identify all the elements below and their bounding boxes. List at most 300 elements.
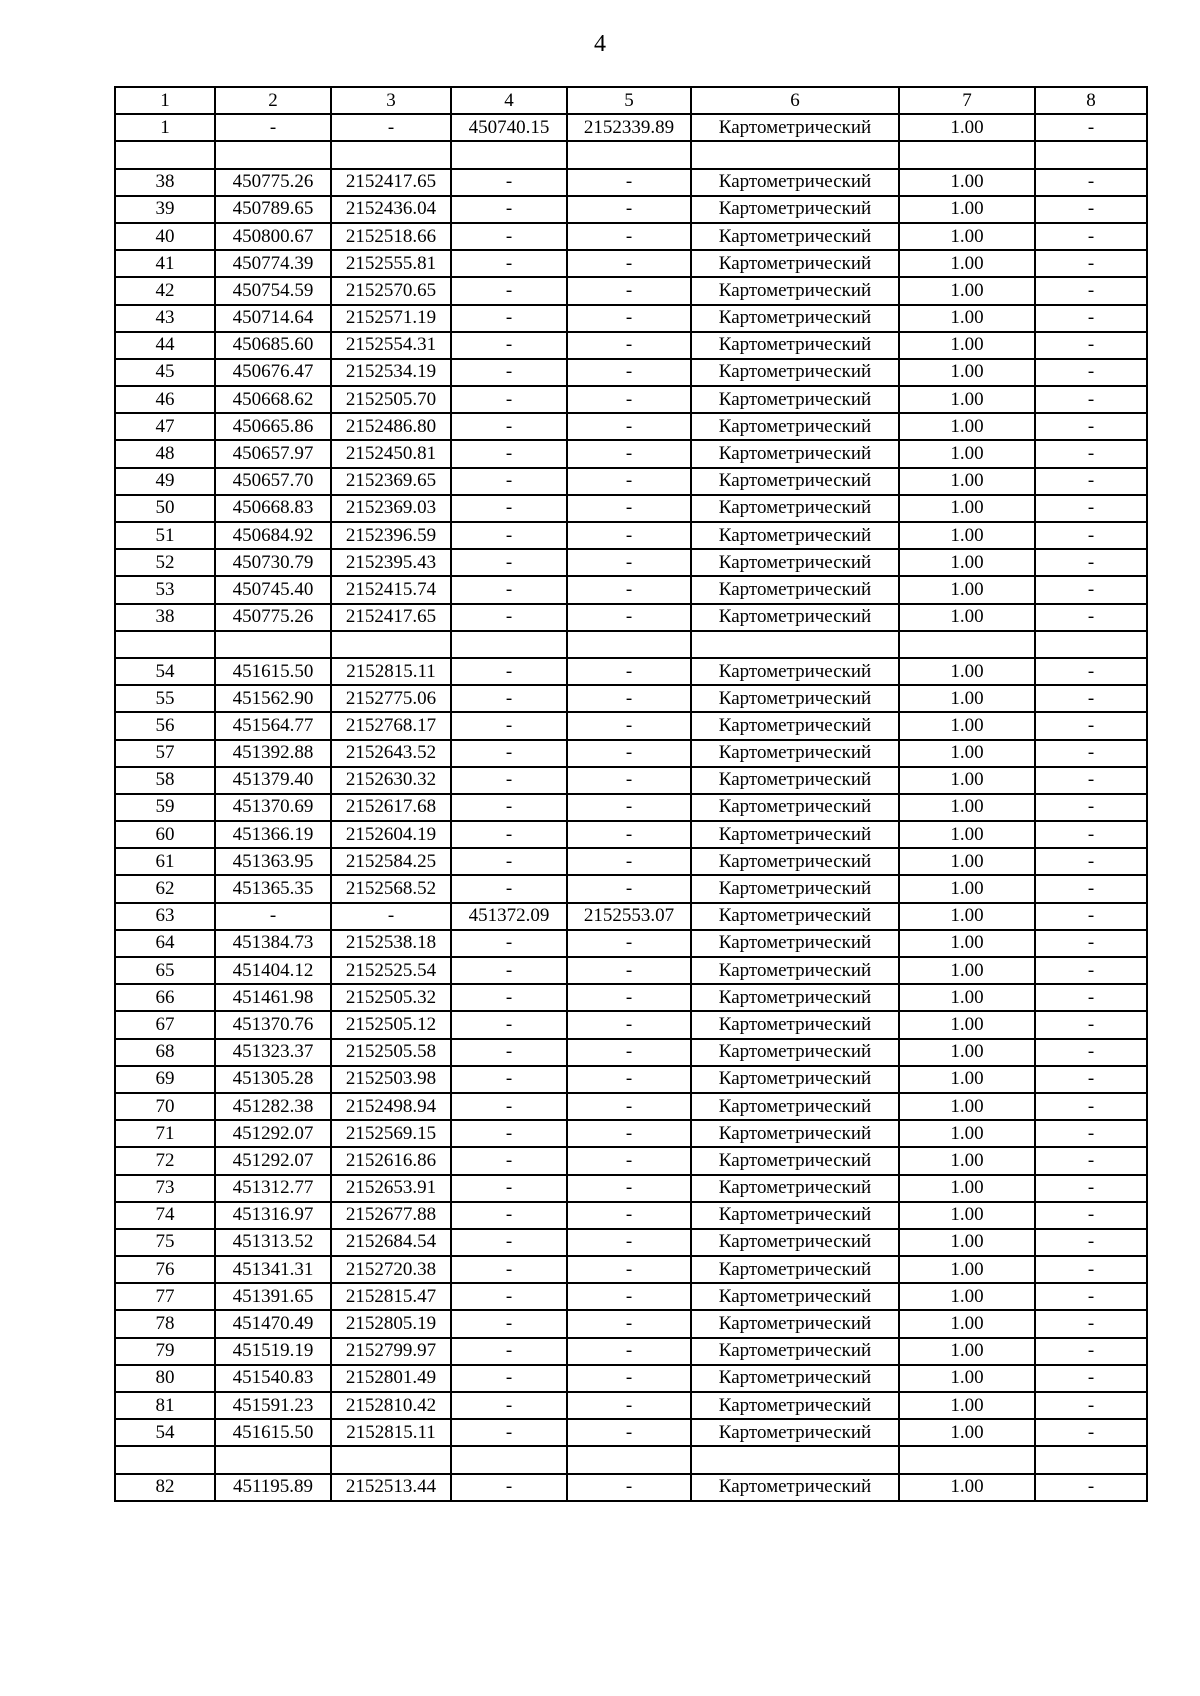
y-coordinate-alt-cell: [567, 631, 691, 658]
note-cell: -: [1035, 767, 1147, 794]
x-coordinate-cell: 451370.69: [215, 794, 331, 821]
method-cell: Картометрический: [691, 250, 899, 277]
y-coordinate-alt-cell: -: [567, 875, 691, 902]
table-row: [115, 468, 1147, 495]
point-number-cell: [115, 631, 215, 658]
y-coordinate-cell: 2152616.86: [331, 1147, 451, 1174]
y-coordinate-alt-cell: -: [567, 848, 691, 875]
note-cell: -: [1035, 984, 1147, 1011]
column-header: 4: [451, 87, 567, 114]
accuracy-cell: 1.00: [899, 604, 1035, 631]
table-row: [115, 794, 1147, 821]
point-number-cell: 59: [115, 794, 215, 821]
accuracy-cell: 1.00: [899, 277, 1035, 304]
x-coordinate-alt-cell: -: [451, 1229, 567, 1256]
note-cell: -: [1035, 1256, 1147, 1283]
note-cell: -: [1035, 1039, 1147, 1066]
x-coordinate-cell: [215, 141, 331, 168]
point-number-cell: 52: [115, 549, 215, 576]
y-coordinate-cell: 2152570.65: [331, 277, 451, 304]
x-coordinate-alt-cell: -: [451, 1392, 567, 1419]
point-number-cell: 38: [115, 604, 215, 631]
note-cell: -: [1035, 903, 1147, 930]
table-row: [115, 277, 1147, 304]
y-coordinate-alt-cell: -: [567, 332, 691, 359]
table-row: [115, 413, 1147, 440]
method-cell: Картометрический: [691, 1419, 899, 1446]
point-number-cell: 58: [115, 767, 215, 794]
y-coordinate-cell: 2152395.43: [331, 549, 451, 576]
accuracy-cell: [899, 1446, 1035, 1473]
x-coordinate-cell: 450668.83: [215, 495, 331, 522]
point-number-cell: 67: [115, 1011, 215, 1038]
note-cell: -: [1035, 440, 1147, 467]
note-cell: [1035, 631, 1147, 658]
table-row: [115, 957, 1147, 984]
x-coordinate-cell: 450800.67: [215, 223, 331, 250]
note-cell: -: [1035, 685, 1147, 712]
y-coordinate-cell: 2152815.47: [331, 1283, 451, 1310]
method-cell: Картометрический: [691, 1474, 899, 1501]
y-coordinate-alt-cell: -: [567, 1039, 691, 1066]
x-coordinate-alt-cell: 450740.15: [451, 114, 567, 141]
note-cell: -: [1035, 413, 1147, 440]
y-coordinate-alt-cell: -: [567, 794, 691, 821]
column-header: 2: [215, 87, 331, 114]
y-coordinate-cell: 2152584.25: [331, 848, 451, 875]
accuracy-cell: 1.00: [899, 767, 1035, 794]
point-number-cell: 79: [115, 1338, 215, 1365]
accuracy-cell: 1.00: [899, 1147, 1035, 1174]
x-coordinate-cell: 451379.40: [215, 767, 331, 794]
note-cell: -: [1035, 223, 1147, 250]
x-coordinate-cell: [215, 1446, 331, 1473]
x-coordinate-cell: 451540.83: [215, 1365, 331, 1392]
note-cell: -: [1035, 359, 1147, 386]
y-coordinate-cell: 2152799.97: [331, 1338, 451, 1365]
y-coordinate-alt-cell: -: [567, 604, 691, 631]
note-cell: -: [1035, 875, 1147, 902]
y-coordinate-alt-cell: -: [567, 549, 691, 576]
x-coordinate-alt-cell: -: [451, 658, 567, 685]
x-coordinate-cell: 451564.77: [215, 712, 331, 739]
x-coordinate-cell: 450657.97: [215, 440, 331, 467]
x-coordinate-cell: 451282.38: [215, 1093, 331, 1120]
y-coordinate-alt-cell: -: [567, 1474, 691, 1501]
table-row-blank: [115, 1446, 1147, 1473]
accuracy-cell: 1.00: [899, 794, 1035, 821]
x-coordinate-cell: 450745.40: [215, 576, 331, 603]
point-number-cell: 61: [115, 848, 215, 875]
note-cell: -: [1035, 169, 1147, 196]
x-coordinate-cell: 450665.86: [215, 413, 331, 440]
method-cell: Картометрический: [691, 794, 899, 821]
accuracy-cell: 1.00: [899, 1175, 1035, 1202]
y-coordinate-cell: 2152630.32: [331, 767, 451, 794]
x-coordinate-cell: 450676.47: [215, 359, 331, 386]
table-row: [115, 1011, 1147, 1038]
table-row: [115, 305, 1147, 332]
point-number-cell: 73: [115, 1175, 215, 1202]
x-coordinate-cell: 450774.39: [215, 250, 331, 277]
y-coordinate-alt-cell: -: [567, 1229, 691, 1256]
method-cell: Картометрический: [691, 468, 899, 495]
x-coordinate-alt-cell: -: [451, 495, 567, 522]
note-cell: -: [1035, 196, 1147, 223]
y-coordinate-alt-cell: -: [567, 1120, 691, 1147]
accuracy-cell: 1.00: [899, 359, 1035, 386]
point-number-cell: 77: [115, 1283, 215, 1310]
accuracy-cell: 1.00: [899, 1419, 1035, 1446]
point-number-cell: 48: [115, 440, 215, 467]
y-coordinate-cell: [331, 141, 451, 168]
y-coordinate-alt-cell: -: [567, 495, 691, 522]
note-cell: -: [1035, 332, 1147, 359]
table-row: [115, 1093, 1147, 1120]
accuracy-cell: 1.00: [899, 413, 1035, 440]
note-cell: -: [1035, 305, 1147, 332]
point-number-cell: 40: [115, 223, 215, 250]
y-coordinate-cell: 2152369.65: [331, 468, 451, 495]
table-row: [115, 1229, 1147, 1256]
method-cell: Картометрический: [691, 386, 899, 413]
accuracy-cell: 1.00: [899, 522, 1035, 549]
table-row: [115, 1202, 1147, 1229]
method-cell: Картометрический: [691, 1093, 899, 1120]
note-cell: -: [1035, 114, 1147, 141]
y-coordinate-alt-cell: -: [567, 1283, 691, 1310]
x-coordinate-alt-cell: [451, 141, 567, 168]
accuracy-cell: 1.00: [899, 468, 1035, 495]
x-coordinate-cell: 451305.28: [215, 1066, 331, 1093]
point-number-cell: 47: [115, 413, 215, 440]
method-cell: Картометрический: [691, 305, 899, 332]
note-cell: -: [1035, 1474, 1147, 1501]
accuracy-cell: 1.00: [899, 495, 1035, 522]
method-cell: Картометрический: [691, 712, 899, 739]
note-cell: -: [1035, 576, 1147, 603]
x-coordinate-cell: 451312.77: [215, 1175, 331, 1202]
x-coordinate-cell: 451316.97: [215, 1202, 331, 1229]
table-row: [115, 984, 1147, 1011]
table-row: [115, 604, 1147, 631]
x-coordinate-alt-cell: -: [451, 196, 567, 223]
point-number-cell: 39: [115, 196, 215, 223]
y-coordinate-alt-cell: 2152339.89: [567, 114, 691, 141]
table-row: [115, 1392, 1147, 1419]
method-cell: Картометрический: [691, 277, 899, 304]
column-header: 7: [899, 87, 1035, 114]
accuracy-cell: 1.00: [899, 1011, 1035, 1038]
table-row-blank: [115, 631, 1147, 658]
accuracy-cell: 1.00: [899, 984, 1035, 1011]
method-cell: Картометрический: [691, 223, 899, 250]
y-coordinate-cell: 2152684.54: [331, 1229, 451, 1256]
point-number-cell: 68: [115, 1039, 215, 1066]
y-coordinate-cell: 2152417.65: [331, 604, 451, 631]
point-number-cell: 42: [115, 277, 215, 304]
point-number-cell: 63: [115, 903, 215, 930]
note-cell: -: [1035, 1310, 1147, 1337]
table-row: [115, 848, 1147, 875]
x-coordinate-cell: 451195.89: [215, 1474, 331, 1501]
accuracy-cell: 1.00: [899, 1392, 1035, 1419]
method-cell: Картометрический: [691, 658, 899, 685]
method-cell: Картометрический: [691, 1202, 899, 1229]
table-row: [115, 767, 1147, 794]
method-cell: [691, 1446, 899, 1473]
point-number-cell: 78: [115, 1310, 215, 1337]
y-coordinate-cell: [331, 1446, 451, 1473]
y-coordinate-alt-cell: -: [567, 169, 691, 196]
y-coordinate-cell: 2152653.91: [331, 1175, 451, 1202]
x-coordinate-alt-cell: -: [451, 1474, 567, 1501]
y-coordinate-alt-cell: -: [567, 277, 691, 304]
table-body: [115, 114, 1147, 1501]
x-coordinate-alt-cell: -: [451, 685, 567, 712]
table-row: [115, 440, 1147, 467]
x-coordinate-alt-cell: -: [451, 440, 567, 467]
y-coordinate-cell: 2152505.70: [331, 386, 451, 413]
x-coordinate-alt-cell: -: [451, 1283, 567, 1310]
point-number-cell: 71: [115, 1120, 215, 1147]
note-cell: -: [1035, 821, 1147, 848]
method-cell: Картометрический: [691, 957, 899, 984]
point-number-cell: 69: [115, 1066, 215, 1093]
table-row: [115, 1310, 1147, 1337]
point-number-cell: 53: [115, 576, 215, 603]
x-coordinate-alt-cell: -: [451, 1066, 567, 1093]
note-cell: -: [1035, 794, 1147, 821]
note-cell: -: [1035, 1338, 1147, 1365]
accuracy-cell: 1.00: [899, 1256, 1035, 1283]
y-coordinate-cell: 2152815.11: [331, 1419, 451, 1446]
method-cell: [691, 141, 899, 168]
y-coordinate-cell: 2152571.19: [331, 305, 451, 332]
note-cell: -: [1035, 1120, 1147, 1147]
y-coordinate-alt-cell: -: [567, 576, 691, 603]
x-coordinate-cell: 451365.35: [215, 875, 331, 902]
x-coordinate-cell: 451323.37: [215, 1039, 331, 1066]
y-coordinate-alt-cell: -: [567, 1202, 691, 1229]
table-row: [115, 250, 1147, 277]
point-number-cell: 74: [115, 1202, 215, 1229]
accuracy-cell: 1.00: [899, 875, 1035, 902]
y-coordinate-alt-cell: -: [567, 522, 691, 549]
accuracy-cell: 1.00: [899, 1120, 1035, 1147]
y-coordinate-cell: 2152617.68: [331, 794, 451, 821]
method-cell: Картометрический: [691, 821, 899, 848]
note-cell: -: [1035, 386, 1147, 413]
x-coordinate-cell: 451292.07: [215, 1120, 331, 1147]
table-row: [115, 1283, 1147, 1310]
point-number-cell: 55: [115, 685, 215, 712]
note-cell: [1035, 141, 1147, 168]
table-row: [115, 685, 1147, 712]
method-cell: Картометрический: [691, 984, 899, 1011]
method-cell: Картометрический: [691, 576, 899, 603]
accuracy-cell: 1.00: [899, 1365, 1035, 1392]
y-coordinate-cell: 2152505.12: [331, 1011, 451, 1038]
table-row: [115, 930, 1147, 957]
x-coordinate-cell: 450730.79: [215, 549, 331, 576]
y-coordinate-cell: 2152513.44: [331, 1474, 451, 1501]
y-coordinate-alt-cell: -: [567, 468, 691, 495]
x-coordinate-alt-cell: -: [451, 1039, 567, 1066]
note-cell: -: [1035, 848, 1147, 875]
y-coordinate-alt-cell: -: [567, 821, 691, 848]
method-cell: Картометрический: [691, 685, 899, 712]
x-coordinate-cell: 450775.26: [215, 169, 331, 196]
y-coordinate-alt-cell: -: [567, 712, 691, 739]
y-coordinate-alt-cell: -: [567, 658, 691, 685]
y-coordinate-alt-cell: -: [567, 1093, 691, 1120]
note-cell: -: [1035, 604, 1147, 631]
table-row: [115, 1365, 1147, 1392]
x-coordinate-alt-cell: -: [451, 604, 567, 631]
point-number-cell: 54: [115, 1419, 215, 1446]
method-cell: Картометрический: [691, 114, 899, 141]
y-coordinate-cell: 2152555.81: [331, 250, 451, 277]
x-coordinate-cell: 450775.26: [215, 604, 331, 631]
accuracy-cell: 1.00: [899, 685, 1035, 712]
method-cell: Картометрический: [691, 1175, 899, 1202]
x-coordinate-cell: 451363.95: [215, 848, 331, 875]
x-coordinate-cell: 451384.73: [215, 930, 331, 957]
table-row: [115, 196, 1147, 223]
note-cell: -: [1035, 740, 1147, 767]
x-coordinate-alt-cell: -: [451, 576, 567, 603]
x-coordinate-cell: 451615.50: [215, 1419, 331, 1446]
x-coordinate-cell: 451461.98: [215, 984, 331, 1011]
y-coordinate-alt-cell: -: [567, 1256, 691, 1283]
note-cell: -: [1035, 1093, 1147, 1120]
accuracy-cell: 1.00: [899, 332, 1035, 359]
note-cell: -: [1035, 1066, 1147, 1093]
x-coordinate-cell: 451366.19: [215, 821, 331, 848]
y-coordinate-alt-cell: -: [567, 359, 691, 386]
x-coordinate-alt-cell: -: [451, 277, 567, 304]
table-row: [115, 658, 1147, 685]
y-coordinate-alt-cell: -: [567, 1338, 691, 1365]
method-cell: Картометрический: [691, 332, 899, 359]
point-number-cell: 76: [115, 1256, 215, 1283]
point-number-cell: 44: [115, 332, 215, 359]
y-coordinate-cell: 2152525.54: [331, 957, 451, 984]
y-coordinate-cell: 2152815.11: [331, 658, 451, 685]
y-coordinate-cell: 2152677.88: [331, 1202, 451, 1229]
point-number-cell: 50: [115, 495, 215, 522]
accuracy-cell: 1.00: [899, 169, 1035, 196]
x-coordinate-alt-cell: -: [451, 957, 567, 984]
y-coordinate-cell: 2152569.15: [331, 1120, 451, 1147]
table-row: [115, 169, 1147, 196]
x-coordinate-alt-cell: -: [451, 305, 567, 332]
note-cell: -: [1035, 549, 1147, 576]
y-coordinate-cell: 2152810.42: [331, 1392, 451, 1419]
point-number-cell: 43: [115, 305, 215, 332]
note-cell: -: [1035, 957, 1147, 984]
note-cell: -: [1035, 1202, 1147, 1229]
x-coordinate-cell: 450685.60: [215, 332, 331, 359]
y-coordinate-cell: 2152805.19: [331, 1310, 451, 1337]
method-cell: Картометрический: [691, 1338, 899, 1365]
x-coordinate-cell: 451404.12: [215, 957, 331, 984]
method-cell: Картометрический: [691, 1066, 899, 1093]
x-coordinate-alt-cell: -: [451, 740, 567, 767]
y-coordinate-cell: 2152775.06: [331, 685, 451, 712]
y-coordinate-alt-cell: -: [567, 196, 691, 223]
y-coordinate-alt-cell: -: [567, 440, 691, 467]
point-number-cell: 66: [115, 984, 215, 1011]
point-number-cell: 82: [115, 1474, 215, 1501]
note-cell: -: [1035, 1419, 1147, 1446]
x-coordinate-alt-cell: 451372.09: [451, 903, 567, 930]
x-coordinate-alt-cell: -: [451, 1147, 567, 1174]
column-header: 6: [691, 87, 899, 114]
x-coordinate-cell: 451591.23: [215, 1392, 331, 1419]
point-number-cell: 56: [115, 712, 215, 739]
point-number-cell: 45: [115, 359, 215, 386]
table-row: [115, 1175, 1147, 1202]
y-coordinate-alt-cell: -: [567, 984, 691, 1011]
y-coordinate-cell: 2152498.94: [331, 1093, 451, 1120]
x-coordinate-alt-cell: -: [451, 468, 567, 495]
method-cell: Картометрический: [691, 196, 899, 223]
table-row: [115, 821, 1147, 848]
method-cell: Картометрический: [691, 740, 899, 767]
x-coordinate-alt-cell: -: [451, 1256, 567, 1283]
accuracy-cell: 1.00: [899, 114, 1035, 141]
y-coordinate-cell: 2152568.52: [331, 875, 451, 902]
y-coordinate-alt-cell: -: [567, 1147, 691, 1174]
y-coordinate-cell: 2152801.49: [331, 1365, 451, 1392]
x-coordinate-alt-cell: [451, 631, 567, 658]
accuracy-cell: 1.00: [899, 1202, 1035, 1229]
accuracy-cell: 1.00: [899, 1066, 1035, 1093]
note-cell: -: [1035, 930, 1147, 957]
x-coordinate-alt-cell: [451, 1446, 567, 1473]
y-coordinate-cell: [331, 631, 451, 658]
accuracy-cell: 1.00: [899, 250, 1035, 277]
accuracy-cell: 1.00: [899, 196, 1035, 223]
y-coordinate-cell: 2152369.03: [331, 495, 451, 522]
accuracy-cell: 1.00: [899, 549, 1035, 576]
point-number-cell: 57: [115, 740, 215, 767]
x-coordinate-alt-cell: -: [451, 1365, 567, 1392]
y-coordinate-cell: -: [331, 903, 451, 930]
page-number: 4: [594, 31, 606, 57]
column-header: 1: [115, 87, 215, 114]
accuracy-cell: 1.00: [899, 930, 1035, 957]
note-cell: -: [1035, 1365, 1147, 1392]
note-cell: -: [1035, 1147, 1147, 1174]
method-cell: Картометрический: [691, 1365, 899, 1392]
point-number-cell: 70: [115, 1093, 215, 1120]
accuracy-cell: 1.00: [899, 223, 1035, 250]
x-coordinate-cell: 451615.50: [215, 658, 331, 685]
x-coordinate-alt-cell: -: [451, 794, 567, 821]
x-coordinate-alt-cell: -: [451, 1120, 567, 1147]
x-coordinate-cell: 450754.59: [215, 277, 331, 304]
x-coordinate-cell: 451341.31: [215, 1256, 331, 1283]
column-header: 5: [567, 87, 691, 114]
method-cell: [691, 631, 899, 658]
point-number-cell: 81: [115, 1392, 215, 1419]
y-coordinate-cell: 2152503.98: [331, 1066, 451, 1093]
method-cell: Картометрический: [691, 440, 899, 467]
accuracy-cell: 1.00: [899, 1474, 1035, 1501]
